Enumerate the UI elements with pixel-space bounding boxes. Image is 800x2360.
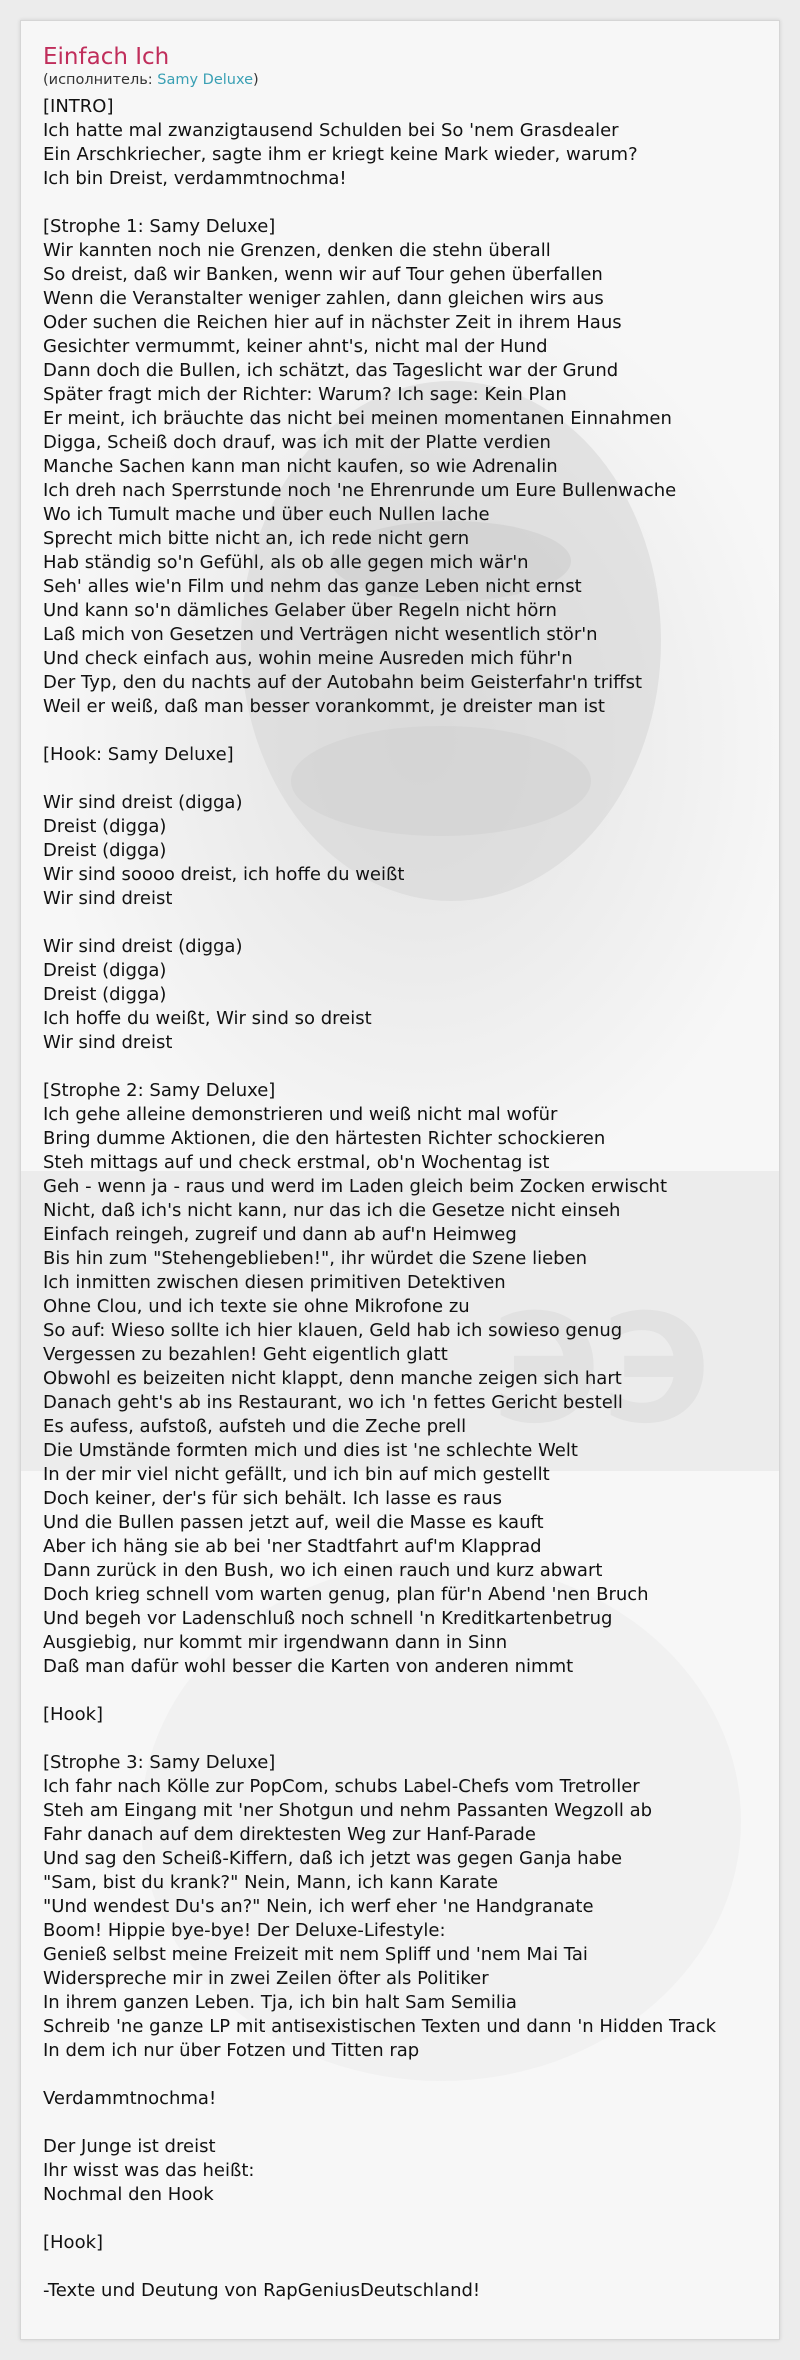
lyric-line: Wir sind dreist xyxy=(43,888,173,909)
lyric-line: Der Junge ist dreist xyxy=(43,2136,216,2157)
lyric-line: Ich hatte mal zwanzigtausend Schulden bei So 'nem Grasdealer xyxy=(43,120,619,141)
lyric-line: [Strophe 3: Samy Deluxe] xyxy=(43,1752,276,1773)
lyric-line: Ohne Clou, und ich texte sie ohne Mikrofone zu xyxy=(43,1296,470,1317)
lyric-line: Wir sind soooo dreist, ich hoffe du weißt xyxy=(43,864,405,885)
lyric-line: Daß man dafür wohl besser die Karten von anderen nimmt xyxy=(43,1656,574,1677)
lyric-line: In der mir viel nicht gefällt, und ich bin auf mich gestellt xyxy=(43,1464,550,1485)
lyric-line: Ich hoffe du weißt, Wir sind so dreist xyxy=(43,1008,372,1029)
artist-link[interactable]: Samy Deluxe xyxy=(157,72,254,88)
lyric-line xyxy=(43,2255,773,2279)
lyric-line: Wir sind dreist (digga) xyxy=(43,792,243,813)
lyric-line: Steh mittags auf und check erstmal, ob'n Wochentag ist xyxy=(43,1152,550,1173)
lyric-line: Dreist (digga) xyxy=(43,816,167,837)
lyric-line: -Texte und Deutung von RapGeniusDeutschland! xyxy=(43,2280,481,2301)
lyric-line: [Hook: Samy Deluxe] xyxy=(43,744,234,765)
lyric-line: Dreist (digga) xyxy=(43,840,167,861)
lyric-line: Schreib 'ne ganze LP mit antisexistischen Texten und dann 'n Hidden Track xyxy=(43,2016,717,2037)
lyric-line: Fahr danach auf dem direktesten Weg zur Hanf-Parade xyxy=(43,1824,536,1845)
lyric-line: Und begeh vor Ladenschluß noch schnell 'n Kreditkartenbetrug xyxy=(43,1608,613,1629)
lyrics-card xyxy=(20,20,780,2340)
lyric-line: In ihrem ganzen Leben. Tja, ich bin halt Sam Semilia xyxy=(43,1992,517,2013)
lyric-line: Dreist (digga) xyxy=(43,960,167,981)
lyric-line: Digga, Scheiß doch drauf, was ich mit der Platte verdien xyxy=(43,432,551,453)
lyric-line: [INTRO] xyxy=(43,96,114,117)
lyric-line: Geh - wenn ja - raus und werd im Laden gleich beim Zocken erwischt xyxy=(43,1176,667,1197)
lyric-line xyxy=(43,2207,773,2231)
song-title: Einfach Ich xyxy=(43,44,170,70)
lyric-line: Seh' alles wie'n Film und nehm das ganze Leben nicht ernst xyxy=(43,576,582,597)
lyric-line: Die Umstände formten mich und dies ist 'ne schlechte Welt xyxy=(43,1440,578,1461)
lyric-line: Wir sind dreist xyxy=(43,1032,173,1053)
lyric-line: Wir kannten noch nie Grenzen, denken die stehn überall xyxy=(43,240,551,261)
lyric-line: So dreist, daß wir Banken, wenn wir auf Tour gehen überfallen xyxy=(43,264,603,285)
lyric-line: In dem ich nur über Fotzen und Titten rap xyxy=(43,2040,420,2061)
lyric-line: Und die Bullen passen jetzt auf, weil die Masse es kauft xyxy=(43,1512,544,1533)
svg-text:ЭЭ: ЭЭ xyxy=(491,1283,712,1457)
lyric-line: Danach geht's ab ins Restaurant, wo ich 'n fettes Gericht bestell xyxy=(43,1392,623,1413)
lyric-line: Genieß selbst meine Freizeit mit nem Spliff und 'nem Mai Tai xyxy=(43,1944,588,1965)
lyric-line: Widerspreche mir in zwei Zeilen öfter als Politiker xyxy=(43,1968,489,1989)
lyric-line: Ihr wisst was das heißt: xyxy=(43,2160,255,2181)
lyric-line: Laß mich von Gesetzen und Verträgen nicht wesentlich stör'n xyxy=(43,624,598,645)
lyric-line: Nicht, daß ich's nicht kann, nur das ich die Gesetze nicht einseh xyxy=(43,1200,621,1221)
lyric-line: "Und wendest Du's an?" Nein, ich werf eher 'ne Handgranate xyxy=(43,1896,594,1917)
lyric-line: [Hook] xyxy=(43,2232,104,2253)
lyric-line: Bring dumme Aktionen, die den härtesten Richter schockieren xyxy=(43,1128,606,1149)
subtitle-suffix: ) xyxy=(253,72,259,88)
lyric-line: Dreist (digga) xyxy=(43,984,167,1005)
lyric-line: Und check einfach aus, wohin meine Ausreden mich führ'n xyxy=(43,648,573,669)
lyric-line: Bis hin zum "Stehengeblieben!", ihr würdet die Szene lieben xyxy=(43,1248,588,1269)
lyric-line: "Sam, bist du krank?" Nein, Mann, ich kann Karate xyxy=(43,1872,499,1893)
lyric-line: Boom! Hippie bye-bye! Der Deluxe-Lifestyle: xyxy=(43,1920,446,1941)
lyric-line: Steh am Eingang mit 'ner Shotgun und nehm Passanten Wegzoll ab xyxy=(43,1800,653,1821)
lyric-line: Oder suchen die Reichen hier auf in nächster Zeit in ihrem Haus xyxy=(43,312,622,333)
lyric-line xyxy=(43,719,773,743)
lyric-line: Dann zurück in den Bush, wo ich einen rauch und kurz abwart xyxy=(43,1560,603,1581)
lyric-line: Ein Arschkriecher, sagte ihm er kriegt keine Mark wieder, warum? xyxy=(43,144,638,165)
lyric-line: Sprecht mich bitte nicht an, ich rede nicht gern xyxy=(43,528,470,549)
lyric-line xyxy=(43,1055,773,1079)
lyric-line: Es aufess, aufstoß, aufsteh und die Zeche prell xyxy=(43,1416,467,1437)
lyric-line: Ich inmitten zwischen diesen primitiven Detektiven xyxy=(43,1272,506,1293)
lyric-line: [Strophe 2: Samy Deluxe] xyxy=(43,1080,276,1101)
lyric-line: [Strophe 1: Samy Deluxe] xyxy=(43,216,276,237)
lyric-line: Doch keiner, der's für sich behält. Ich lasse es raus xyxy=(43,1488,503,1509)
lyric-line: Nochmal den Hook xyxy=(43,2184,214,2205)
lyric-line: Ich fahr nach Kölle zur PopCom, schubs Label-Chefs vom Tretroller xyxy=(43,1776,640,1797)
lyric-line xyxy=(43,2063,773,2087)
lyric-line: Hab ständig so'n Gefühl, als ob alle gegen mich wär'n xyxy=(43,552,529,573)
song-subtitle xyxy=(43,71,773,89)
lyric-line: Aber ich häng sie ab bei 'ner Stadtfahrt auf'm Klapprad xyxy=(43,1536,542,1557)
lyric-line: So auf: Wieso sollte ich hier klauen, Geld hab ich sowieso genug xyxy=(43,1320,623,1341)
lyric-line xyxy=(43,911,773,935)
lyric-line xyxy=(43,1679,773,1703)
lyric-line: Vergessen zu bezahlen! Geht eigentlich glatt xyxy=(43,1344,448,1365)
lyric-line: Ich dreh nach Sperrstunde noch 'ne Ehrenrunde um Eure Bullenwache xyxy=(43,480,677,501)
lyric-line: Obwohl es beizeiten nicht klappt, denn manche zeigen sich hart xyxy=(43,1368,622,1389)
lyric-line xyxy=(43,191,773,215)
lyric-line: Einfach reingeh, zugreif und dann ab auf'n Heimweg xyxy=(43,1224,517,1245)
lyric-line: Und sag den Scheiß-Kiffern, daß ich jetzt was gegen Ganja habe xyxy=(43,1848,623,1869)
lyric-line: Später fragt mich der Richter: Warum? Ich sage: Kein Plan xyxy=(43,384,567,405)
lyric-line: Wo ich Tumult mache und über euch Nullen lache xyxy=(43,504,490,525)
lyrics-text xyxy=(43,95,773,2303)
lyric-line: Er meint, ich bräuchte das nicht bei meinen momentanen Einnahmen xyxy=(43,408,672,429)
lyric-line: Manche Sachen kann man nicht kaufen, so wie Adrenalin xyxy=(43,456,558,477)
lyric-line: Verdammtnochma! xyxy=(43,2088,217,2109)
lyric-line xyxy=(43,767,773,791)
lyric-line xyxy=(43,2111,773,2135)
subtitle-prefix: (исполнитель: xyxy=(43,72,158,88)
lyric-line: Ich gehe alleine demonstrieren und weiß nicht mal wofür xyxy=(43,1104,558,1125)
lyric-line: Gesichter vermummt, keiner ahnt's, nicht mal der Hund xyxy=(43,336,548,357)
lyric-line: Und kann so'n dämliches Gelaber über Regeln nicht hörn xyxy=(43,600,557,621)
song-content xyxy=(43,43,773,2303)
lyric-line: Der Typ, den du nachts auf der Autobahn beim Geisterfahr'n triffst xyxy=(43,672,643,693)
lyric-line: Weil er weiß, daß man besser vorankommt, je dreister man ist xyxy=(43,696,605,717)
lyric-line: Ausgiebig, nur kommt mir irgendwann dann in Sinn xyxy=(43,1632,508,1653)
lyric-line: Doch krieg schnell vom warten genug, plan für'n Abend 'nen Bruch xyxy=(43,1584,649,1605)
lyric-line: Wenn die Veranstalter weniger zahlen, dann gleichen wirs aus xyxy=(43,288,604,309)
lyric-line xyxy=(43,1727,773,1751)
lyric-line: [Hook] xyxy=(43,1704,104,1725)
lyric-line: Dann doch die Bullen, ich schätzt, das Tageslicht war der Grund xyxy=(43,360,619,381)
lyric-line: Wir sind dreist (digga) xyxy=(43,936,243,957)
lyric-line: Ich bin Dreist, verdammtnochma! xyxy=(43,168,347,189)
